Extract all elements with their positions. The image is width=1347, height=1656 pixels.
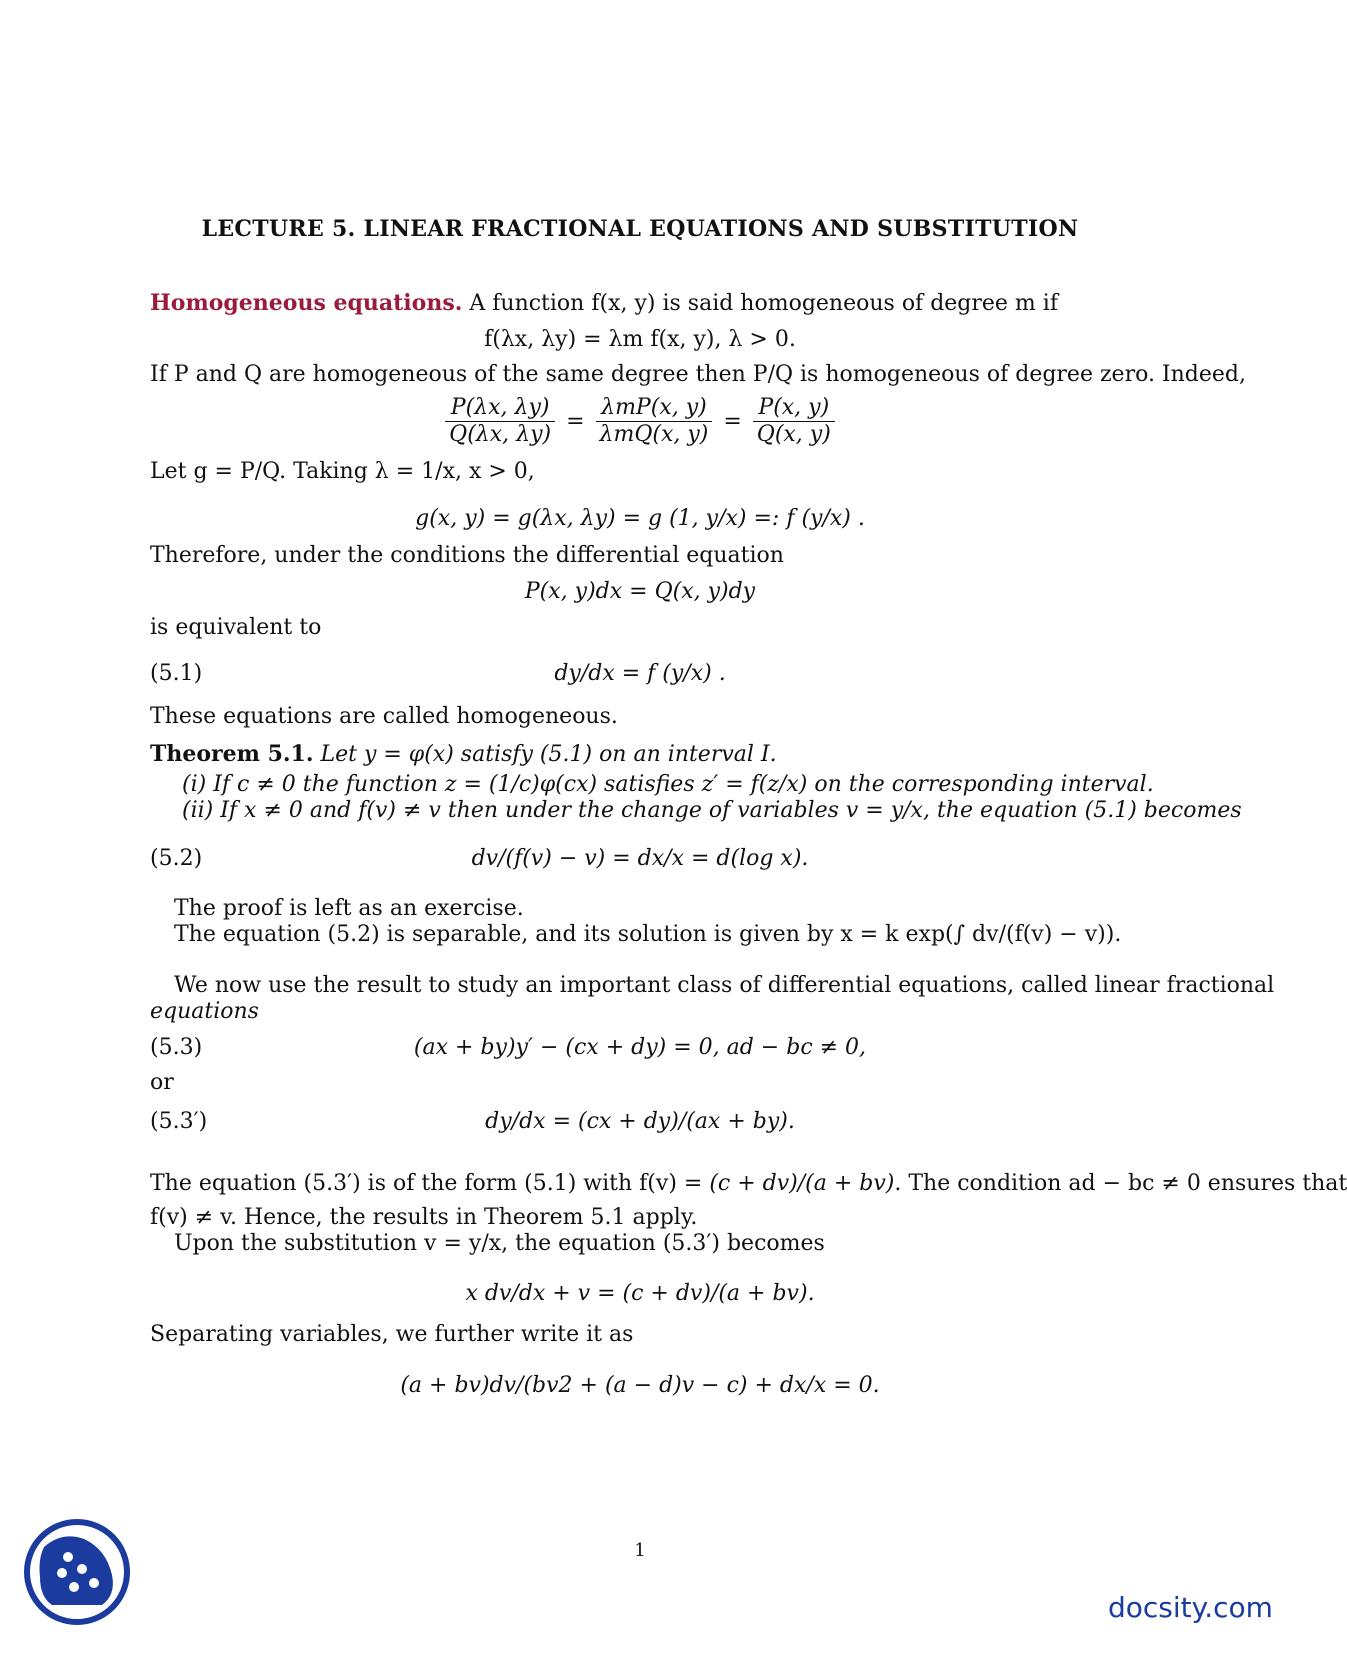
eq-g: g(x, y) = g(λx, λy) = g (1, y/x) =: f (y/x) . xyxy=(415,506,865,531)
eq53: (ax + by)y′ − (cx + dy) = 0, ad − bc ≠ 0, xyxy=(413,1035,867,1060)
docsity-brand[interactable]: docsity.com xyxy=(1108,1591,1273,1624)
section-heading: Homogeneous equations. xyxy=(150,290,463,316)
form-text xyxy=(150,1170,1347,1198)
separating-text: Separating variables, we further write it as xyxy=(150,1322,634,1347)
separable-text: The equation (5.2) is separable, and its solution is given by x = k exp(∫ dv/(f(v) − v)). xyxy=(174,922,1122,947)
eq-pq-lhs-num: P(λx, λy) xyxy=(445,395,555,422)
proof-text: The proof is left as an exercise. xyxy=(174,896,524,921)
eq-homogeneous: f(λx, λy) = λm f(x, y), λ > 0. xyxy=(484,327,796,352)
text-or: or xyxy=(150,1070,174,1095)
intro-text: A function f(x, y) is said homogeneous of degree m if xyxy=(469,291,1058,316)
eq-final: (a + bv)dv/(bv2 + (a − d)v − c) + dx/x = 0. xyxy=(400,1373,880,1398)
eq51-label: (5.1) xyxy=(150,661,203,686)
eq-subst: x dv/dx + v = (c + dv)/(a + bv). xyxy=(465,1281,815,1306)
eq53p: dy/dx = (cx + dy)/(ax + by). xyxy=(485,1109,795,1134)
text-called: These equations are called homogeneous. xyxy=(150,704,618,729)
docsity-logo-icon xyxy=(22,1517,132,1627)
eq53-label: (5.3) xyxy=(150,1035,203,1060)
text-therefore: Therefore, under the conditions the differential equation xyxy=(150,543,784,568)
eq-pq: $\frac{P(\lambda x, \lambda y)}{Q(\lambda x, \lambda y)}$ = $\frac{\text{λmP(x, y)}}{\text{λmQ(x, y)}}$ = $\frac{P(x, y)}{Q(x, y)}$ xyxy=(150,395,1130,449)
subst-text: Upon the substitution v = y/x, the equation (5.3′) becomes xyxy=(174,1231,825,1256)
text-equivalent: is equivalent to xyxy=(150,615,322,640)
theorem-label: Theorem 5.1. xyxy=(150,741,314,767)
theorem-item-2: (ii) If x ≠ 0 and f(v) ≠ v then under the change of variables v = y/x, the equation (5.1) becomes xyxy=(182,798,1242,823)
eq51: dy/dx = f (y/x) . xyxy=(554,661,726,686)
eq-pq-mid-den: λmQ(x, y) xyxy=(599,422,709,448)
linear-intro-2: equations xyxy=(150,999,259,1024)
eq-pq-mid-num: λmP(x, y) xyxy=(596,395,713,422)
linear-intro-1: We now use the result to study an important class of differential equations, called linear fractional xyxy=(174,973,1275,998)
form-text-a: The equation (5.3′) is of the form (5.1) with f(v) = xyxy=(150,1171,703,1196)
text-let: Let g = P/Q. Taking λ = 1/x, x > 0, xyxy=(150,459,535,484)
eq-pq-rhs-num: P(x, y) xyxy=(753,395,835,422)
page-number: 1 xyxy=(634,1540,646,1561)
eq52: dv/(f(v) − v) = dx/x = d(log x). xyxy=(471,846,809,871)
eq-pq-rhs-den: Q(x, y) xyxy=(756,422,831,448)
theorem-item-1: (i) If c ≠ 0 the function z = (1/c)φ(cx) satisfies z′ = f(z/x) on the corresponding interval. xyxy=(182,772,1154,797)
intro-line xyxy=(150,290,1058,318)
theorem-statement: Let y = φ(x) satisfy (5.1) on an interval I. xyxy=(320,742,777,767)
eq53p-label: (5.3′) xyxy=(150,1109,208,1134)
eq52-label: (5.2) xyxy=(150,846,203,871)
form-text-b: . The condition ad − bc ≠ 0 ensures that xyxy=(894,1171,1347,1196)
text-pq: If P and Q are homogeneous of the same degree then P/Q is homogeneous of degree zero. Indeed, xyxy=(150,362,1246,387)
page-title: LECTURE 5. LINEAR FRACTIONAL EQUATIONS AND SUBSTITUTION xyxy=(201,216,1079,242)
form-fraction: (c + dv)/(a + bv) xyxy=(709,1171,895,1196)
eq-pq-lhs-den: Q(λx, λy) xyxy=(449,422,552,448)
eq-pdx: P(x, y)dx = Q(x, y)dy xyxy=(524,579,756,604)
form-text-c: f(v) ≠ v. Hence, the results in Theorem 5.1 apply. xyxy=(150,1205,698,1230)
theorem-line xyxy=(150,741,777,769)
